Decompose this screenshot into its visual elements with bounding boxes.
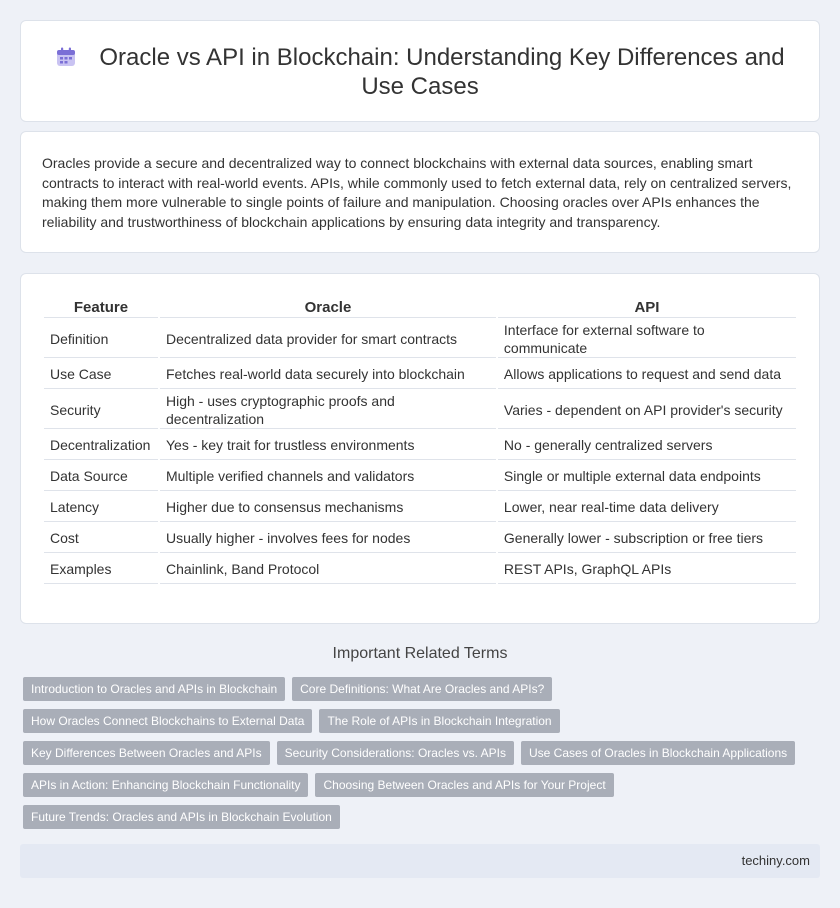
row-feature: Latency xyxy=(44,493,158,522)
footer-site-name[interactable]: techiny.com xyxy=(741,853,810,868)
row-feature: Examples xyxy=(44,555,158,584)
comparison-card xyxy=(20,273,820,624)
related-term-tag[interactable]: Security Considerations: Oracles vs. APIs xyxy=(277,741,514,765)
related-term-tag[interactable]: The Role of APIs in Blockchain Integration xyxy=(319,709,559,733)
table-row xyxy=(44,431,796,460)
row-oracle: High - uses cryptographic proofs and decentralization xyxy=(160,391,496,429)
row-oracle: Fetches real-world data securely into blockchain xyxy=(160,360,496,389)
row-oracle: Higher due to consensus mechanisms xyxy=(160,493,496,522)
row-feature: Security xyxy=(44,391,158,429)
row-oracle: Chainlink, Band Protocol xyxy=(160,555,496,584)
row-oracle: Decentralized data provider for smart contracts xyxy=(160,320,496,358)
related-terms-heading: Important Related Terms xyxy=(332,645,508,662)
row-feature: Decentralization xyxy=(44,431,158,460)
related-term-tag[interactable]: APIs in Action: Enhancing Blockchain Functionality xyxy=(23,773,308,797)
related-term-tag[interactable]: Key Differences Between Oracles and APIs xyxy=(23,741,270,765)
row-api: REST APIs, GraphQL APIs xyxy=(498,555,796,584)
table-row xyxy=(44,524,796,553)
row-api: Generally lower - subscription or free tiers xyxy=(498,524,796,553)
header-api: API xyxy=(498,298,796,318)
comparison-table xyxy=(42,296,798,586)
row-oracle: Usually higher - involves fees for nodes xyxy=(160,524,496,553)
footer xyxy=(20,844,820,878)
related-term-tag[interactable]: Use Cases of Oracles in Blockchain Applications xyxy=(521,741,795,765)
related-term-tag[interactable]: Core Definitions: What Are Oracles and APIs? xyxy=(292,677,552,701)
table-row xyxy=(44,555,796,584)
row-feature: Data Source xyxy=(44,462,158,491)
table-row xyxy=(44,493,796,522)
table-header-row xyxy=(44,298,796,318)
row-feature: Definition xyxy=(44,320,158,358)
row-feature: Use Case xyxy=(44,360,158,389)
row-api: Varies - dependent on API provider's security xyxy=(498,391,796,429)
page-title: Oracle vs API in Blockchain: Understanding Key Differences and Use Cases xyxy=(99,44,785,100)
row-api: No - generally centralized servers xyxy=(498,431,796,460)
related-term-tag[interactable]: How Oracles Connect Blockchains to External Data xyxy=(23,709,312,733)
row-feature: Cost xyxy=(44,524,158,553)
row-oracle: Multiple verified channels and validators xyxy=(160,462,496,491)
calendar-icon xyxy=(55,46,77,68)
row-api: Single or multiple external data endpoints xyxy=(498,462,796,491)
intro-card xyxy=(20,131,820,253)
row-api: Interface for external software to communicate xyxy=(498,320,796,358)
header-oracle: Oracle xyxy=(160,298,496,318)
table-row xyxy=(44,320,796,358)
page-title-wrap xyxy=(21,43,819,101)
header-feature: Feature xyxy=(44,298,158,318)
row-api: Lower, near real-time data delivery xyxy=(498,493,796,522)
table-row xyxy=(44,360,796,389)
related-term-tag[interactable]: Introduction to Oracles and APIs in Blockchain xyxy=(23,677,285,701)
row-oracle: Yes - key trait for trustless environments xyxy=(160,431,496,460)
table-row xyxy=(44,391,796,429)
intro-paragraph: Oracles provide a secure and decentralized way to connect blockchains with external data sources, enabling smart contracts to interact with real-world events. APIs, while commonly used to fetch external data, rely on centralized servers, making them more vulnerable to single points of failure and manipulation. Choosing oracles over APIs enhances the reliability and trustworthiness of blockchain applications by ensuring data integrity and transparency. xyxy=(42,155,792,230)
related-term-tag[interactable]: Future Trends: Oracles and APIs in Blockchain Evolution xyxy=(23,805,340,829)
table-row xyxy=(44,462,796,491)
related-term-tag[interactable]: Choosing Between Oracles and APIs for Your Project xyxy=(315,773,613,797)
row-api: Allows applications to request and send data xyxy=(498,360,796,389)
related-terms-list xyxy=(23,677,813,829)
title-card xyxy=(20,20,820,122)
